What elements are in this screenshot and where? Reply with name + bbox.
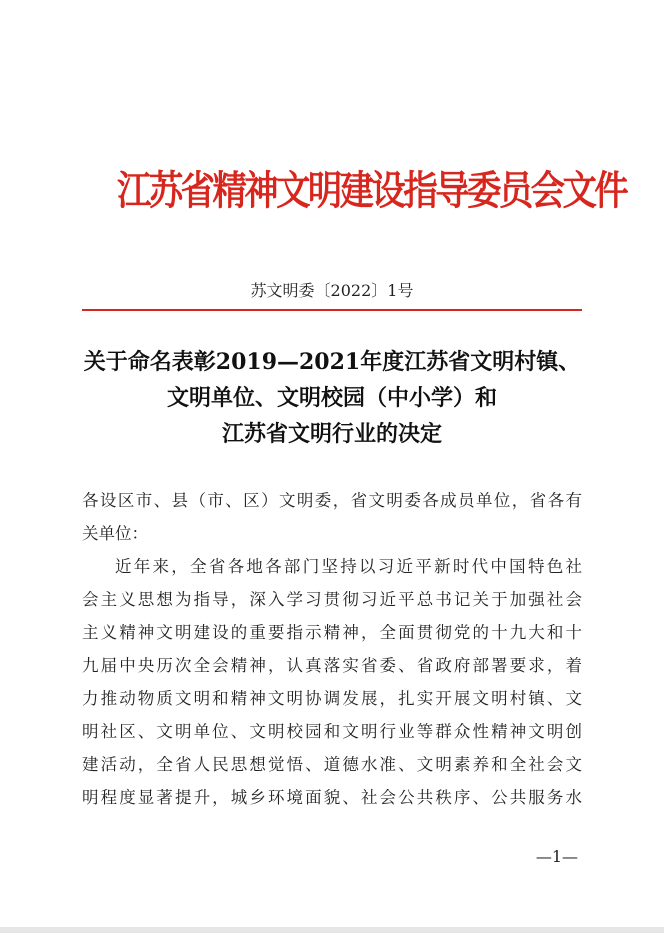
document-masthead: 江苏省精神文明建设指导委员会文件 (117, 167, 627, 214)
paragraph-line-5: 力推动物质文明和精神文明协调发展，扎实开展文明村镇、文 (82, 689, 582, 708)
salutation-line-1: 各设区市、县（市、区）文明委，省文明委各成员单位，省各有 (82, 491, 582, 510)
title-line-3: 江苏省文明行业的决定 (221, 421, 442, 447)
salutation-line-2: 关单位： (82, 524, 148, 543)
paragraph-line-7: 建活动，全省人民思想觉悟、道德水准、文明素养和全社会文 (82, 755, 582, 774)
document-body (82, 484, 582, 814)
paragraph-line-8: 明程度显著提升，城乡环境面貌、社会公共秩序、公共服务水 (82, 788, 582, 807)
page-number: —1— (535, 847, 578, 866)
red-separator-rule (82, 309, 582, 311)
paragraph-line-2: 会主义思想为指导，深入学习贯彻习近平总书记关于加强社会 (82, 590, 582, 609)
paragraph-line-1: 近年来，全省各地各部门坚持以习近平新时代中国特色社 (115, 557, 582, 576)
page-bottom-edge (0, 927, 664, 933)
document-title (82, 344, 582, 452)
title-line-1: 关于命名表彰2019—2021年度江苏省文明村镇、 (83, 349, 581, 375)
document-number: 苏文明委〔2022〕1号 (250, 281, 414, 300)
paragraph-line-4: 九届中央历次全会精神，认真落实省委、省政府部署要求，着 (82, 656, 582, 675)
title-line-2: 文明单位、文明校园（中小学）和 (166, 385, 497, 411)
paragraph-line-3: 主义精神文明建设的重要指示精神，全面贯彻党的十九大和十 (82, 623, 582, 642)
paragraph-line-6: 明社区、文明单位、文明校园和文明行业等群众性精神文明创 (82, 722, 582, 741)
